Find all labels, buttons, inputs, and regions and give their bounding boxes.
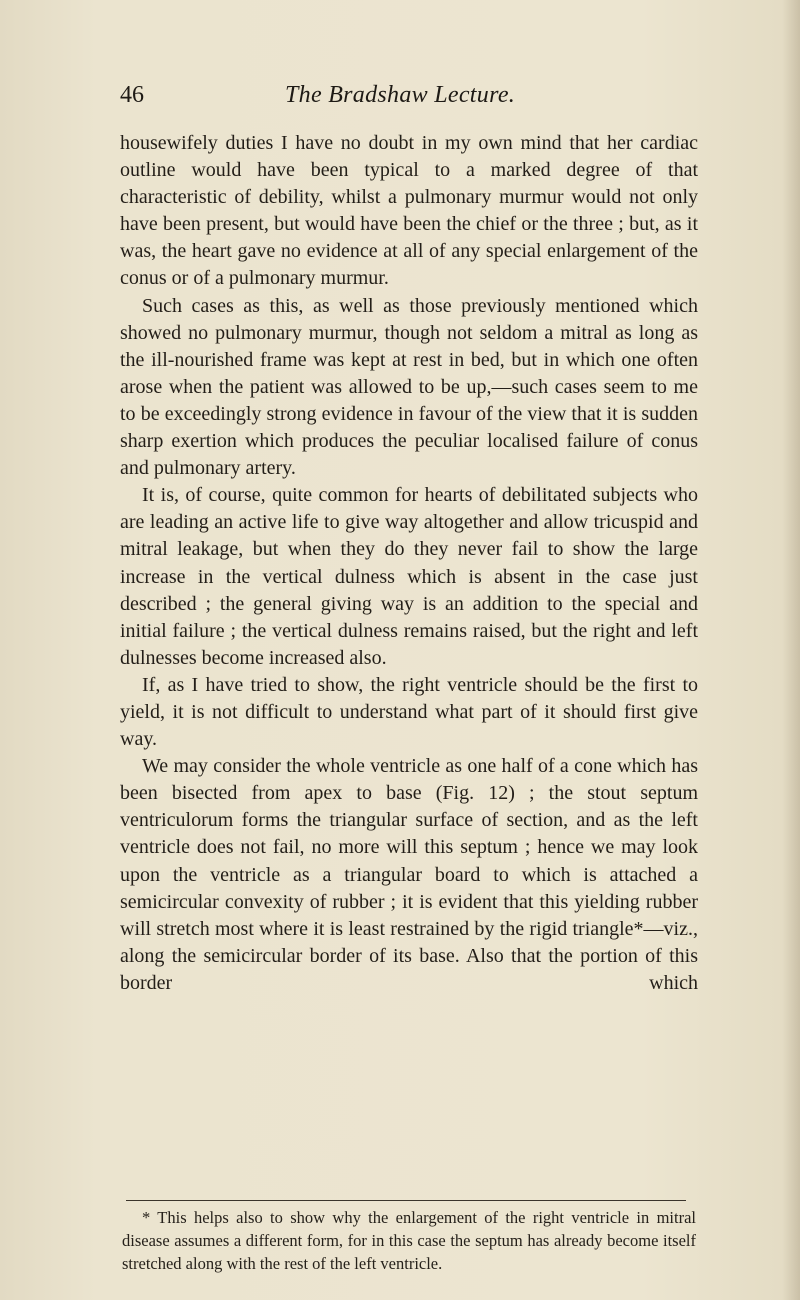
body-text [120, 130, 698, 997]
paragraph: If, as I have tried to show, the right ventricle should be the first to yield, it is not difficult to understand what part of it should first give way. [120, 673, 698, 751]
paragraph: We may consider the whole ventricle as one half of a cone which has been bisected from apex to base (Fig. 12) ; the stout septum ventriculorum forms the triangular surface of section, and as the left ventricle does not fail, no more will this septum ; hence we may look upon the ventricle as a triangular board to which is attached a semicircular convexity of rubber ; it is evident that this yielding rubber will stretch most where it is least restrained by the rigid triangle*—viz., along the semicircular border of its base. Also that the portion of this border which [120, 755, 698, 994]
footnote-divider [126, 1200, 686, 1201]
page-edge-shadow [782, 0, 800, 1300]
page-number: 46 [120, 82, 144, 108]
footnote: * This helps also to show why the enlargement of the right ventricle in mitral disease assumes a different form, for in this case the septum has already become itself stretched along with the rest of the left ventricle. [122, 1208, 696, 1273]
paragraph: It is, of course, quite common for hearts of debilitated subjects who are leading an active life to give way altogether and allow tricuspid and mitral leakage, but when they do they never fail to show the large increase in the vertical dulness which is absent in the case just described ; the general giving way is an addition to the special and initial failure ; the vertical dulness remains raised, but the right and left dulnesses become increased also. [120, 484, 698, 669]
paragraph: housewifely duties I have no doubt in my own mind that her cardiac outline would have been typical to a marked degree of that characteristic of debility, whilst a pulmonary murmur would not only have been present, but would have been the chief or the three ; but, as it was, the heart gave no evidence at all of any special enlargement of the conus or of a pulmonary murmur. [120, 132, 698, 290]
paragraph: Such cases as this, as well as those previously mentioned which showed no pulmonary murmur, though not seldom a mitral as long as the ill-nourished frame was kept at rest in bed, but in which one often arose when the patient was allowed to be up,—such cases seem to me to be exceedingly strong evidence in favour of the view that it is sudden sharp exertion which produces the peculiar localised failure of conus and pulmonary artery. [120, 294, 698, 480]
page-header [120, 82, 700, 122]
running-title: The Bradshaw Lecture. [285, 82, 516, 108]
